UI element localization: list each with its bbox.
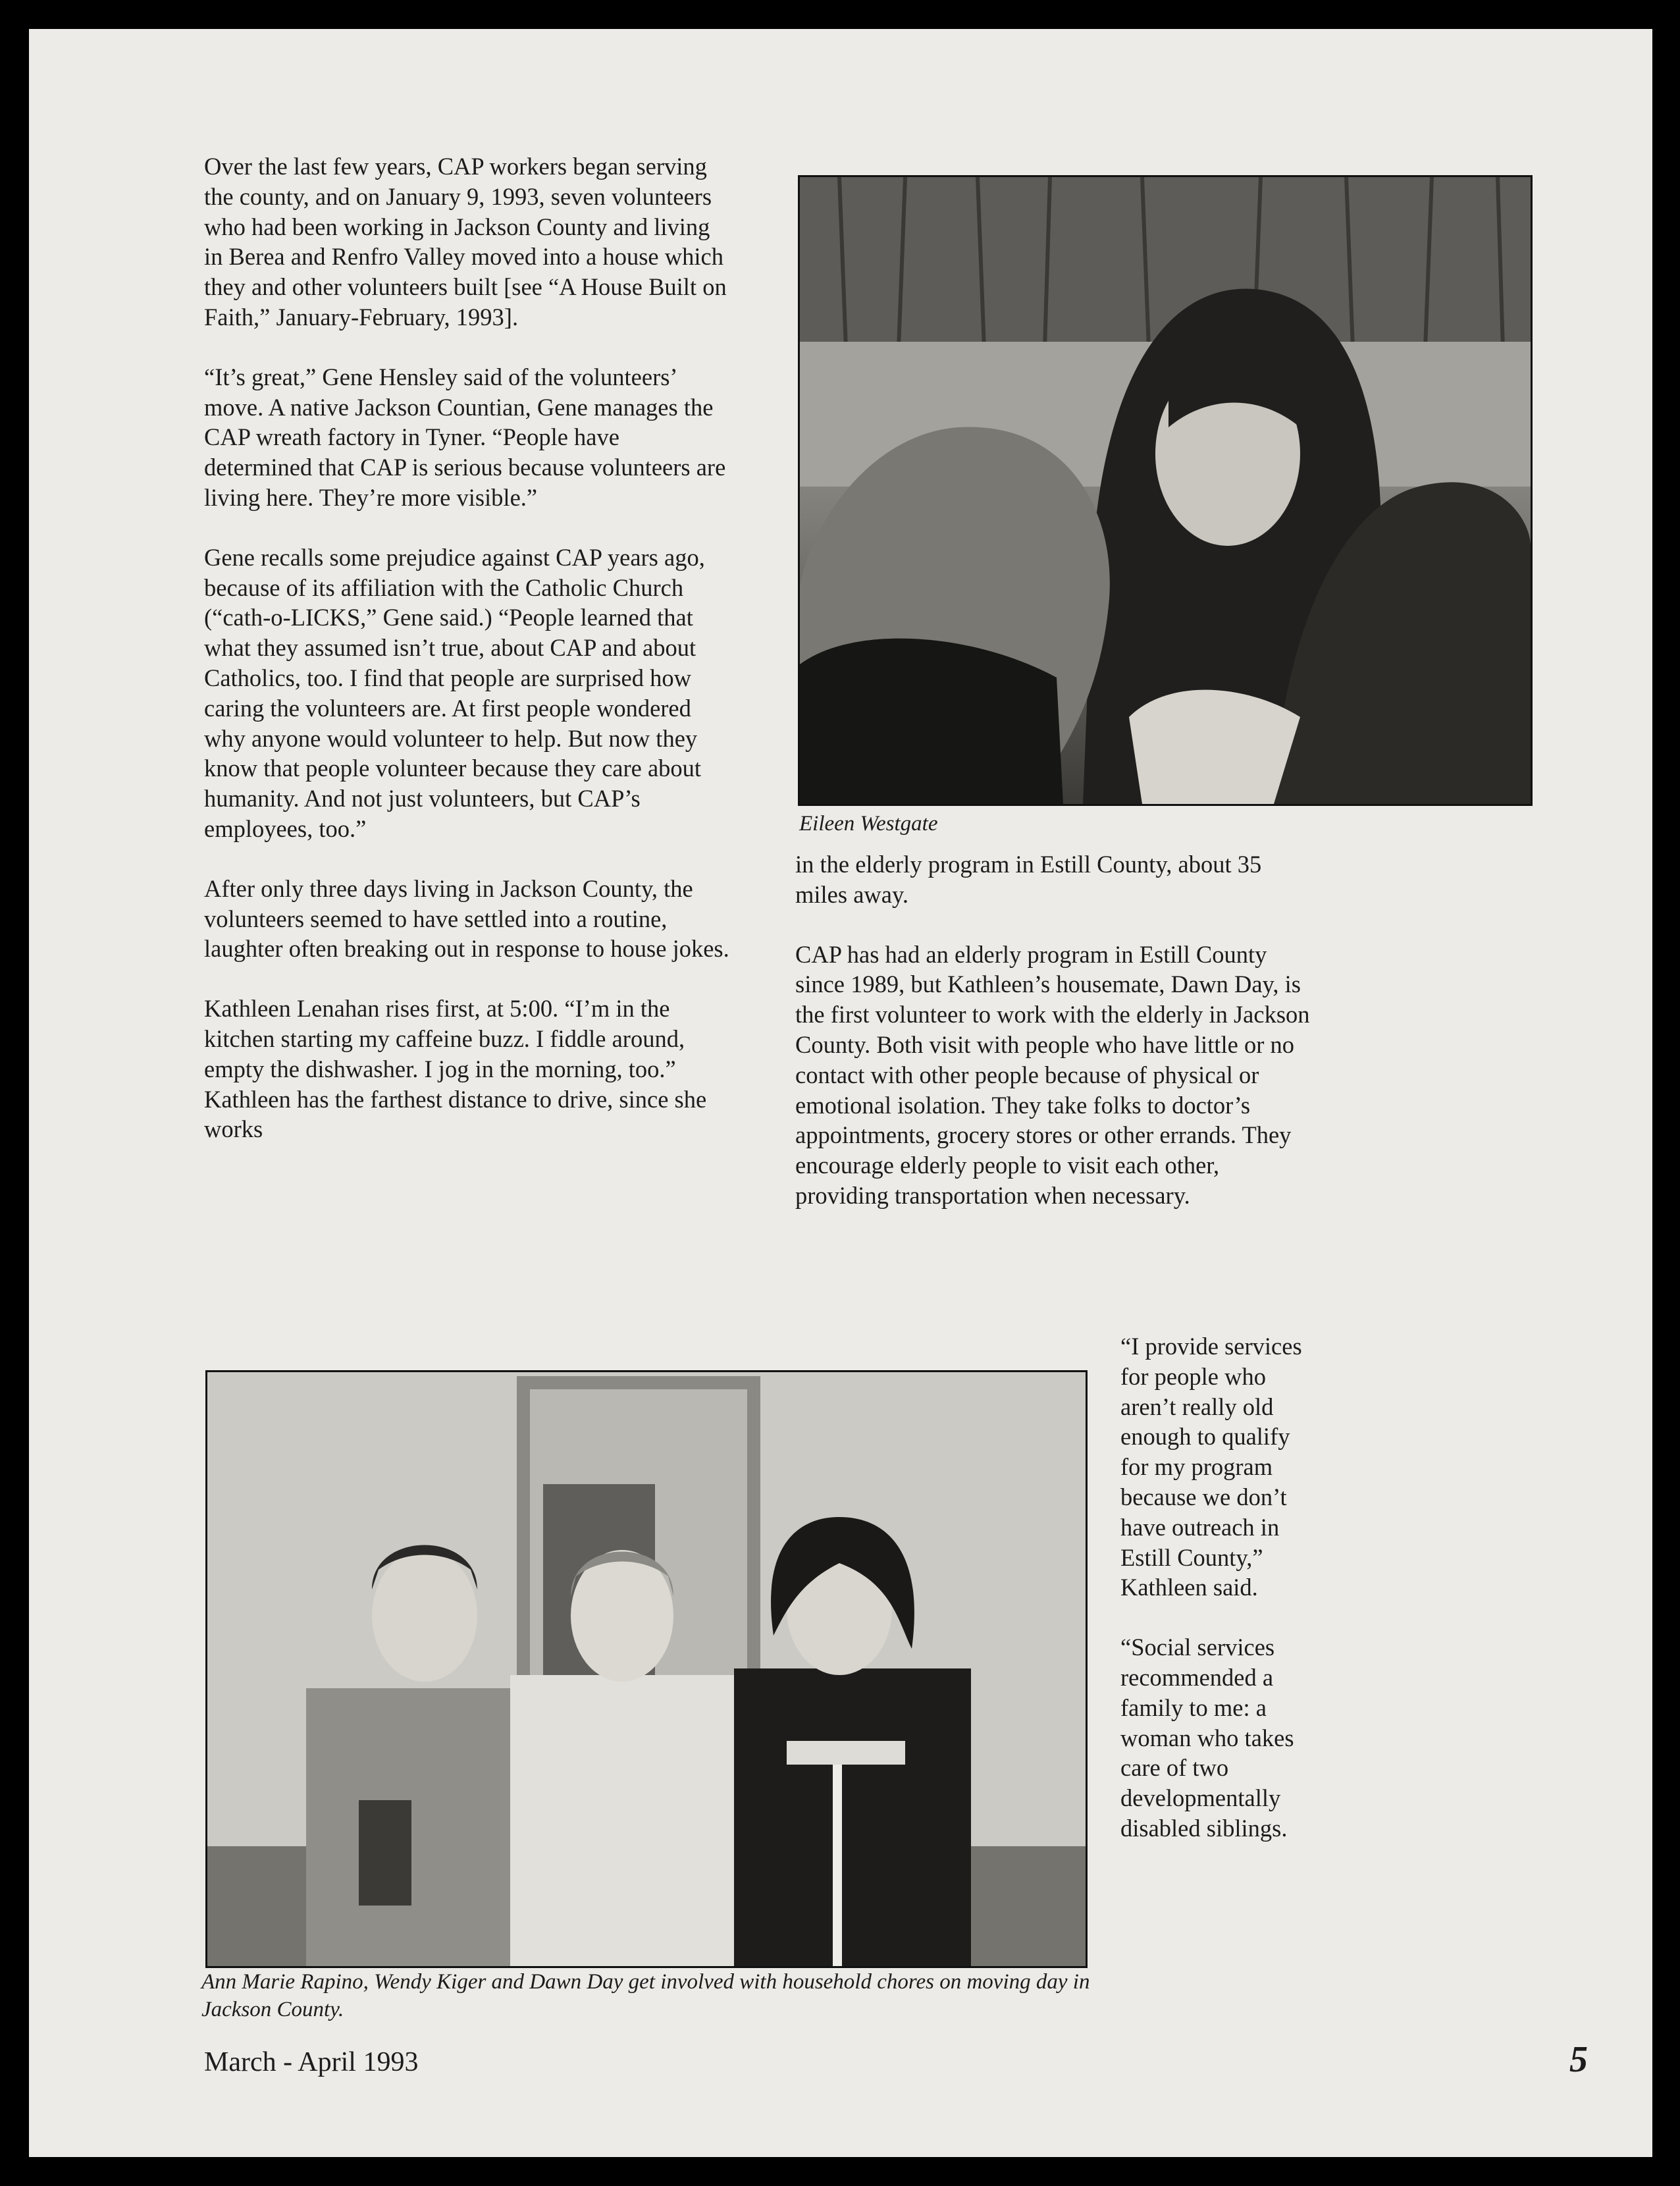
article-paragraph: Gene recalls some prejudice against CAP years ago, because of its affiliation with the Catholic Church (“cath-o-LICKS,” Gene said.) “People learned that what they assumed isn’t true, about CAP and about Catholics, too. I find that people are surprised how caring the volunteers are. At first people wondered why anyone would volunteer to help. But now they know that people volunteer because they care about humanity. And not just volunteers, but CAP’s employees, too.” [204, 543, 705, 842]
article-paragraph: “Social services recommended a family to me: a woman who takes care of two developmentally disabled siblings. [1120, 1634, 1294, 1842]
article-paragraph: Kathleen Lenahan rises first, at 5:00. “I’m in the kitchen starting my caffeine buzz. I fiddle around, empty the dishwasher. I jog in the morning, too.” Kathleen has the farthest distance to drive, since she works [204, 995, 707, 1143]
volunteers-outdoor-photo [798, 175, 1533, 806]
article-paragraph: After only three days living in Jackson County, the volunteers seemed to have settled into a routine, laughter often breaking out in response to house jokes. [204, 874, 729, 963]
article-right-column [1120, 1331, 1318, 1844]
issue-date: March - April 1993 [204, 2047, 419, 2077]
photo-credit: Eileen Westgate [799, 812, 938, 836]
article-paragraph: Over the last few years, CAP workers began serving the county, and on January 9, 1993, seven volunteers who had been working in Jackson County and living in Berea and Renfro Valley moved into a house which they and other volunteers built [see “A House Built on Faith,” January-February, 1993]. [204, 153, 727, 331]
article-middle-column [795, 849, 1315, 1211]
outdoor-photo-illustration [800, 177, 1531, 804]
article-left-column [204, 151, 731, 1144]
chores-photo-illustration [207, 1372, 1086, 1966]
article-paragraph: “It’s great,” Gene Hensley said of the volunteers’ move. A native Jackson Countian, Gene manages the CAP wreath factory in Tyner. “People have determined that CAP is serious because volunteers are living here. They’re more visible.” [204, 363, 726, 511]
article-paragraph: “I provide services for people who aren’t really old enough to qualify for my program because we don’t have outreach in Estill County,” Kathleen said. [1120, 1333, 1302, 1601]
article-paragraph: CAP has had an elderly program in Estill County since 1989, but Kathleen’s housemate, Dawn Day, is the first volunteer to work with the elderly in Jackson County. Both visit with people who have little or no contact with other people because of physical or emotional isolation. They take folks to doctor’s appointments, grocery stores or other errands. They encourage elderly people to visit each other, providing transportation when necessary. [795, 940, 1310, 1209]
article-paragraph: in the elderly program in Estill County, about 35 miles away. [795, 851, 1262, 908]
photo-caption: Ann Marie Rapino, Wendy Kiger and Dawn Day get involved with household chores on moving day in Jackson County. [201, 1970, 1090, 2021]
page-number: 5 [1569, 2039, 1588, 2080]
magazine-page [29, 29, 1652, 2157]
volunteers-chores-photo [205, 1370, 1088, 1968]
